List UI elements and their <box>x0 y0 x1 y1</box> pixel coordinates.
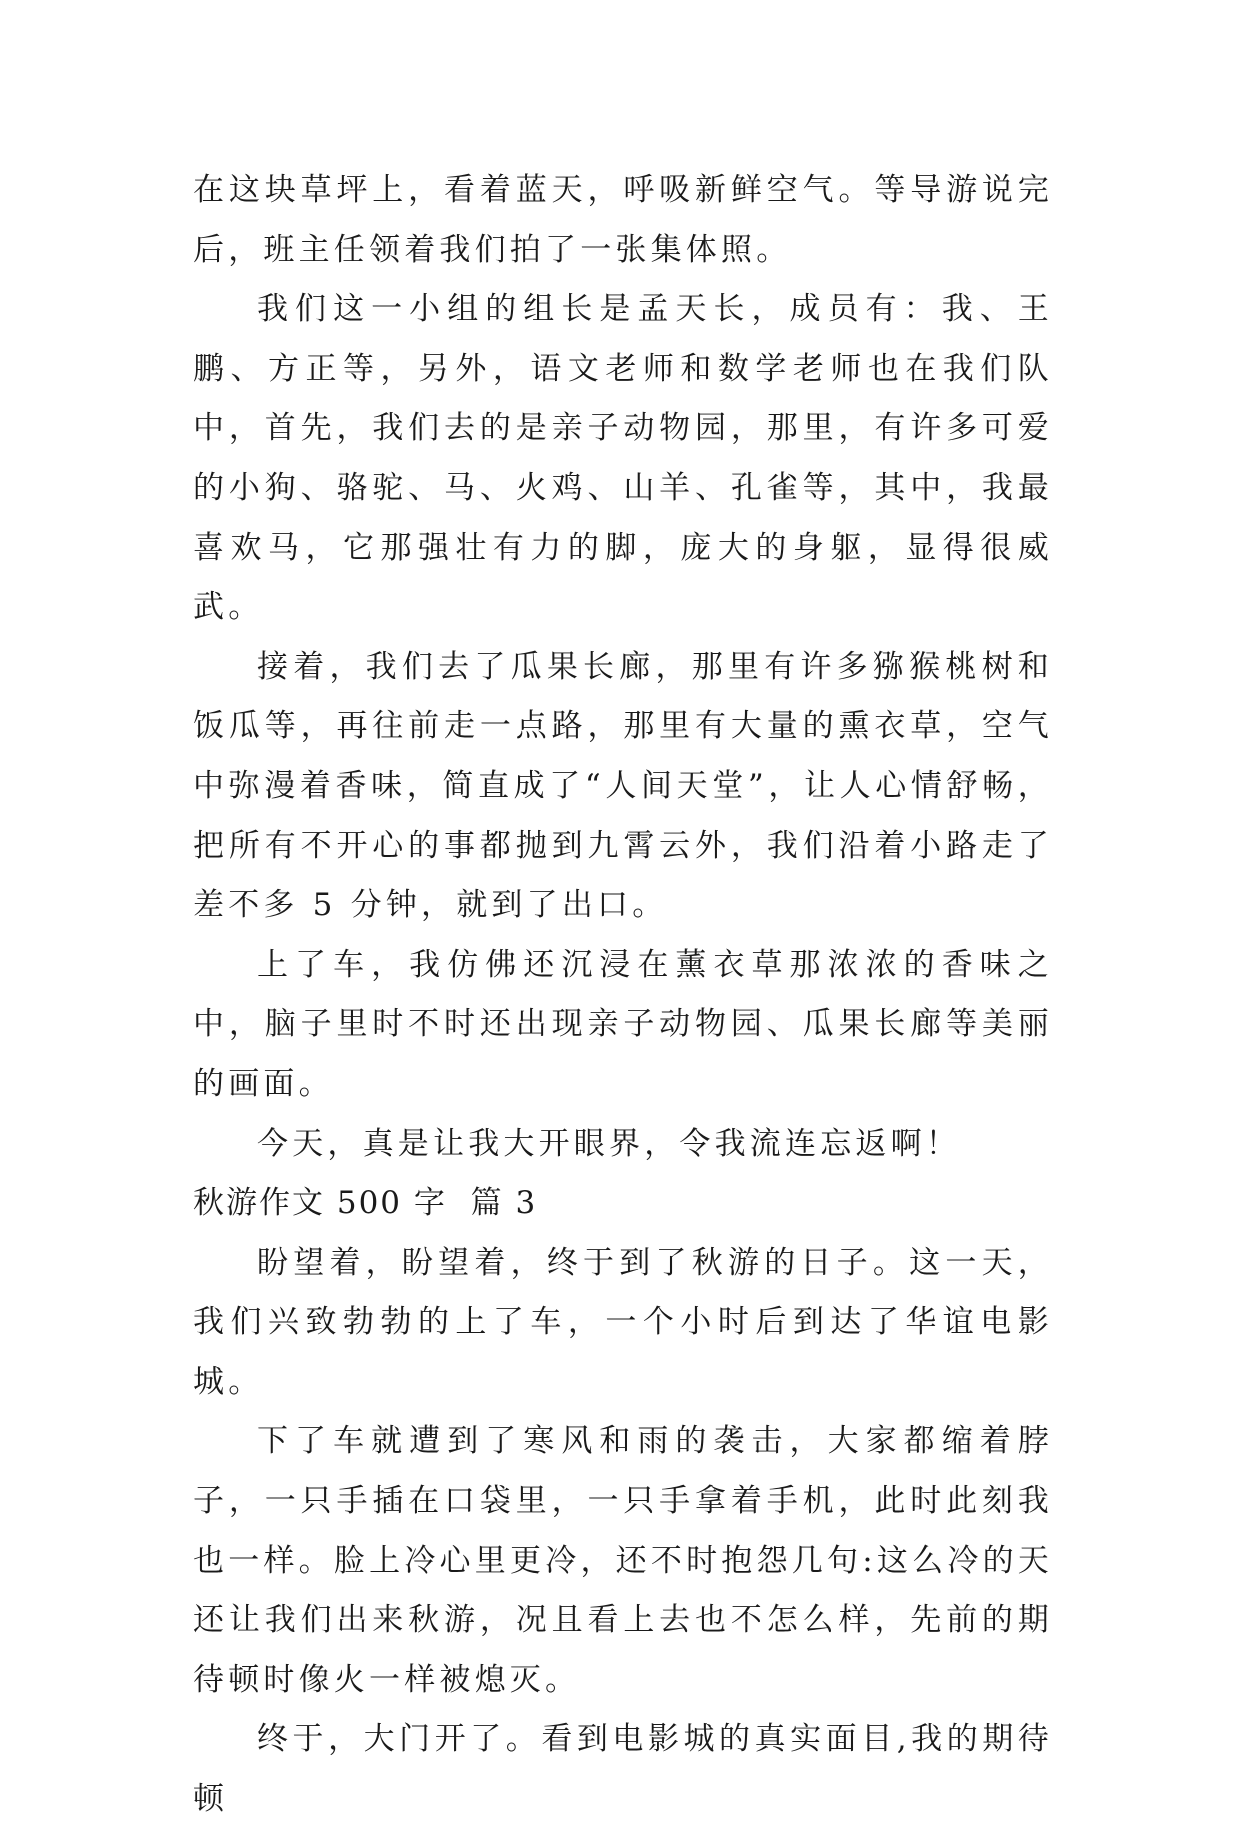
paragraph-2: 我们这一小组的组长是孟天长，成员有：我、王鹏、方正等，另外，语文老师和数学老师也在我们队中，首先，我们去的是亲子动物园，那里，有许多可爱的小狗、骆驼、马、火鸡、山羊、孔雀等，其中，我最喜欢马，它那强壮有力的脚，庞大的身躯，显得很威武。 <box>193 291 1053 626</box>
paragraph-5: 今天，真是让我大开眼界，令我流连忘返啊！ <box>257 1125 961 1162</box>
paragraph-7: 下了车就遭到了寒风和雨的袭击，大家都缩着脖子，一只手插在口袋里，一只手拿着手机，此时此刻我也一样。脸上冷心里更冷，还不时抱怨几句:这么冷的天还让我们出来秋游，况且看上去也不怎么样，先前的期待顿时像火一样被熄灭。 <box>193 1423 1053 1698</box>
paragraph-3: 接着，我们去了瓜果长廊，那里有许多猕猴桃树和饭瓜等，再往前走一点路，那里有大量的熏衣草，空气中弥漫着香味，简直成了“人间天堂”，让人心情舒畅，把所有不开心的事都抛到九霄云外，我们沿着小路走了差不多 5 分钟，就到了出口。 <box>193 648 1053 924</box>
paragraph-8: 终于，大门开了。看到电影城的真实面目,我的期待顿 <box>193 1721 1053 1818</box>
paragraph-6: 盼望着，盼望着，终于到了秋游的日子。这一天，我们兴致勃勃的上了车，一个小时后到达了华谊电影城。 <box>193 1244 1053 1400</box>
document-page <box>193 161 1053 1830</box>
paragraph-4: 上了车，我仿佛还沉浸在薰衣草那浓浓的香味之中，脑子里时不时还出现亲子动物园、瓜果长廊等美丽的画面。 <box>193 946 1053 1102</box>
section-title: 秋游作文 500 字 篇 3 <box>193 1185 538 1222</box>
paragraph-1: 在这块草坪上，看着蓝天，呼吸新鲜空气。等导游说完后，班主任领着我们拍了一张集体照。 <box>193 172 1053 268</box>
